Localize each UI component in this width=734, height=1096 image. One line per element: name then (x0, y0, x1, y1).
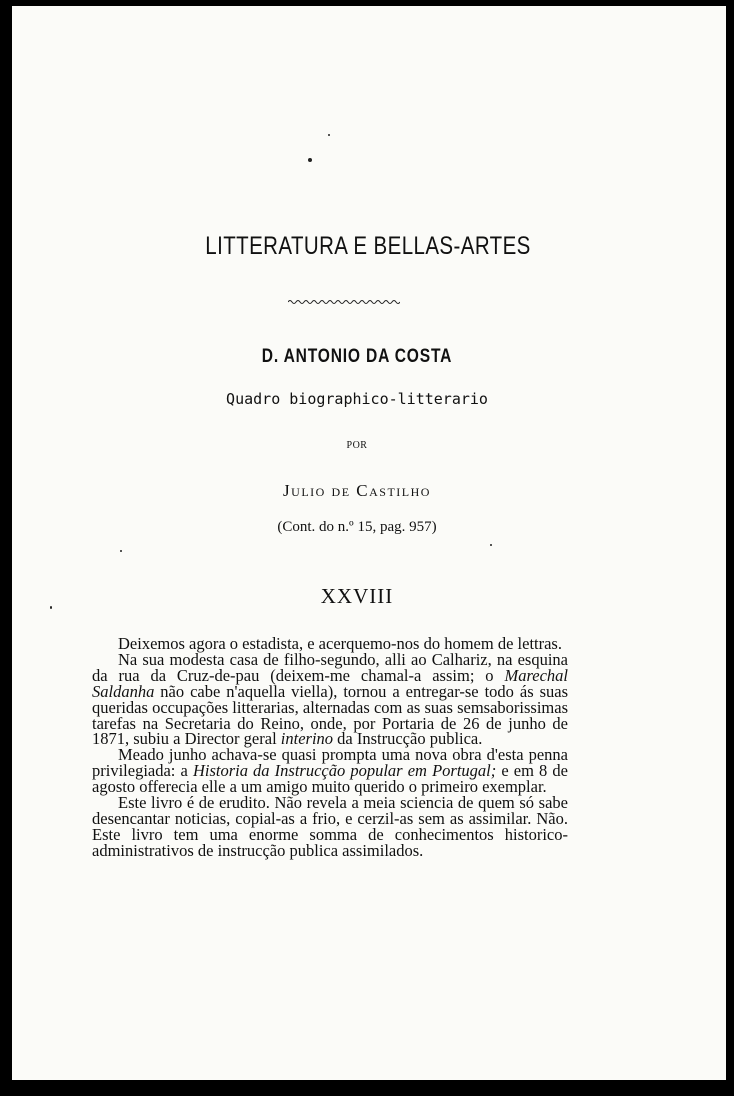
paragraph-text: não cabe n'aquella viella), tornou a entregar-se todo ás suas queridas occupações litterarias, alternadas com as suas semsaborissimas tarefas na Secretaria do Reino, onde, por Portaria de 26 de junho de 1871, subiu a Director geral (92, 681, 568, 749)
wavy-divider (288, 298, 400, 306)
paragraph (92, 747, 568, 795)
chapter-number: XXVIII (320, 584, 394, 608)
paragraph (92, 649, 568, 749)
paragraph (92, 795, 568, 859)
paragraph-text: Meado junho achava-se quasi prompta uma nova obra d'esta penna privilegiada: a (92, 745, 568, 781)
paragraph-text: Este livro é de erudito. Não revela a meia sciencia de quem só sabe desencantar noticias, copial-as a frio, e cerzil-as sem as assimilar. Não. Este livro tem uma enorme somma de conhecimentos historico-administrativos de instrucção publica assimilados. (92, 793, 568, 860)
continuation-note: (Cont. do n.º 15, pag. 957) (277, 519, 437, 535)
author-name: Julio de Castilho (283, 481, 431, 500)
paragraph-text: Na sua modesta casa de filho-segundo, alli ao Calhariz, na esquina da rua da Cruz-de-pau (deixem-me chamal-a assim; o (92, 649, 568, 685)
section-title: LITTERATURA E BELLAS-ARTES (205, 232, 531, 260)
italic-text: Marechal Saldanha (92, 665, 568, 701)
article-title: D. ANTONIO DA COSTA (261, 346, 453, 367)
paragraph-text: da Instrucção publica. (333, 729, 483, 749)
italic-text: Historia da Instrucção popular em Portugal; (192, 761, 497, 781)
byline-label: POR (346, 440, 368, 451)
italic-text: interino (280, 729, 334, 749)
body-text (92, 636, 568, 859)
scanned-page (12, 6, 726, 1080)
article-subtitle: Quadro biographico-litterario (226, 390, 488, 408)
paragraph-text: e em 8 de agosto offerecia elle a um amigo muito querido o primeiro exemplar. (92, 761, 568, 797)
paragraph-text: Deixemos agora o estadista, e acerquemo-nos do homem de lettras. (118, 634, 562, 653)
